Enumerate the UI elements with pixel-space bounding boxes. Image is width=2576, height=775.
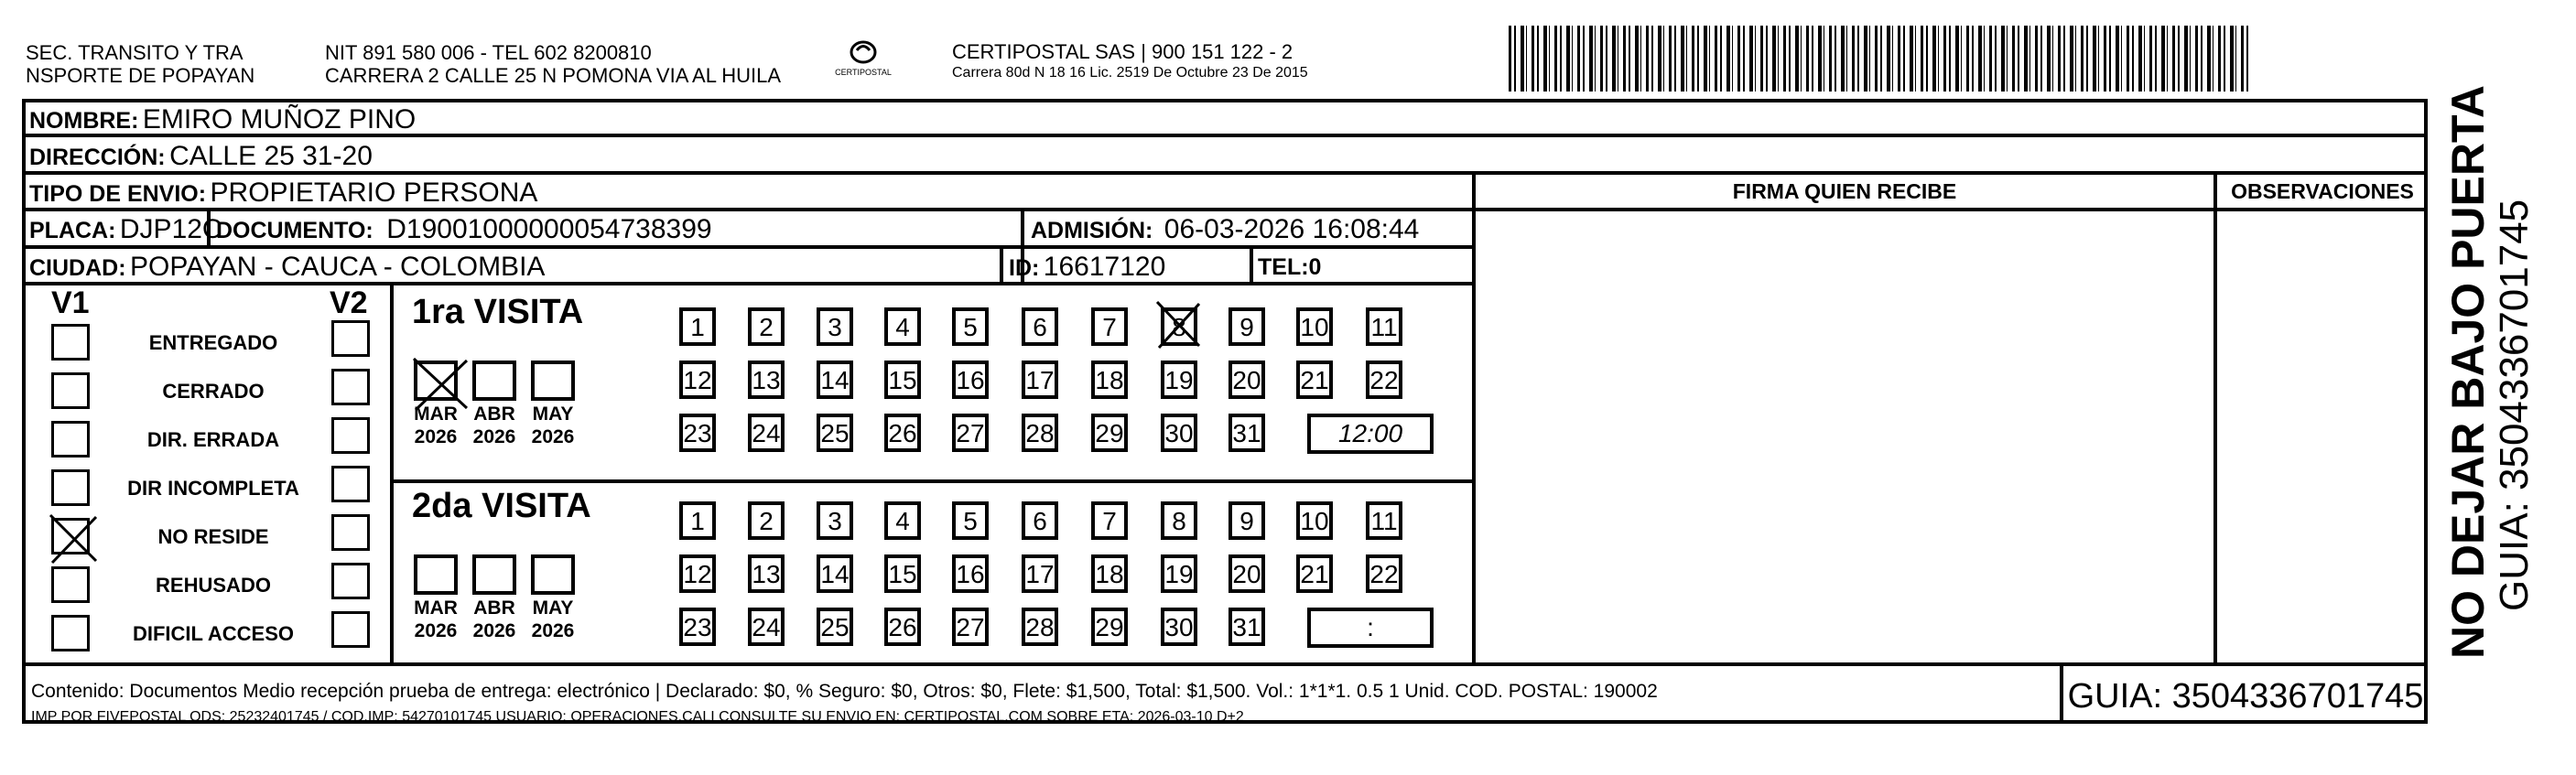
status-option-label: CERRADO <box>162 380 265 403</box>
status-option-label: ENTREGADO <box>148 331 278 354</box>
day-box[interactable]: 11 <box>1366 501 1402 540</box>
day-box[interactable]: 2 <box>748 501 785 540</box>
day-box[interactable]: 29 <box>1091 608 1128 646</box>
v1-checkbox-dir-incompleta[interactable] <box>51 469 90 506</box>
day-box[interactable]: 2 <box>748 307 785 346</box>
ship-type-label: TIPO DE ENVIO: <box>29 181 207 207</box>
id-label: ID: <box>1009 255 1040 281</box>
signature-area[interactable] <box>1476 211 2213 662</box>
day-box[interactable]: 18 <box>1091 554 1128 593</box>
month-label <box>524 597 582 642</box>
v2-checkbox-no-reside[interactable] <box>331 514 370 551</box>
day-box[interactable]: 21 <box>1296 554 1333 593</box>
plate-field <box>29 214 222 245</box>
v2-checkbox-rehusado[interactable] <box>331 563 370 599</box>
v1-checkbox-rehusado[interactable] <box>51 566 90 603</box>
day-box[interactable]: 15 <box>884 361 921 399</box>
day-box[interactable]: 3 <box>817 307 853 346</box>
day-box[interactable]: 27 <box>952 414 989 452</box>
month-name: MAR <box>414 597 458 619</box>
checked-x-mark <box>1155 300 1203 350</box>
day-box[interactable]: 9 <box>1228 307 1265 346</box>
day-box[interactable]: 14 <box>817 361 853 399</box>
tel-label: TEL: <box>1258 254 1309 280</box>
time-field[interactable]: : <box>1307 608 1434 648</box>
v1-checkbox-no-reside[interactable] <box>51 518 90 554</box>
day-box[interactable]: 24 <box>748 608 785 646</box>
day-box[interactable]: 3 <box>817 501 853 540</box>
observations-area[interactable] <box>2217 211 2428 662</box>
name-value: EMIRO MUÑOZ PINO <box>142 104 417 135</box>
footer-guide: GUIA: 3504336701745 <box>2067 677 2424 716</box>
day-box[interactable]: 4 <box>884 501 921 540</box>
day-box[interactable]: 10 <box>1296 307 1333 346</box>
address-label: DIRECCIÓN: <box>29 145 166 170</box>
month-checkbox-abr[interactable] <box>472 361 516 401</box>
day-box[interactable]: 23 <box>679 608 716 646</box>
id-value: 16617120 <box>1043 252 1166 282</box>
month-year: 2026 <box>472 426 516 447</box>
day-box[interactable]: 7 <box>1091 307 1128 346</box>
month-year: 2026 <box>472 620 516 641</box>
certipostal-logo <box>835 38 892 79</box>
day-box[interactable]: 15 <box>884 554 921 593</box>
day-box[interactable]: 5 <box>952 501 989 540</box>
sender-nit: NIT 891 580 006 - TEL 602 8200810 <box>325 41 652 64</box>
v2-checkbox-dir-incompleta[interactable] <box>331 466 370 502</box>
sender-name-line1: SEC. TRANSITO Y TRA <box>26 41 244 64</box>
day-box[interactable]: 5 <box>952 307 989 346</box>
month-name: ABR <box>473 404 515 425</box>
day-box[interactable]: 21 <box>1296 361 1333 399</box>
day-box[interactable]: 6 <box>1022 307 1058 346</box>
day-box[interactable]: 23 <box>679 414 716 452</box>
day-box[interactable]: 16 <box>952 554 989 593</box>
admission-label: ADMISIÓN: <box>1031 218 1153 243</box>
v1-checkbox-dir-errada[interactable] <box>51 421 90 457</box>
no-slip-under-door-warning: NO DEJAR BAJO PUERTA <box>2442 85 2494 659</box>
day-box[interactable]: 8 <box>1161 501 1197 540</box>
v2-checkbox-dir-errada[interactable] <box>331 417 370 454</box>
day-box[interactable]: 6 <box>1022 501 1058 540</box>
day-box[interactable]: 11 <box>1366 307 1402 346</box>
day-box[interactable]: 24 <box>748 414 785 452</box>
address-value: CALLE 25 31-20 <box>169 141 373 171</box>
admission-field <box>1031 214 1419 245</box>
status-option-label: DIFICIL ACCESO <box>132 622 294 645</box>
v2-checkbox-dificil-acceso[interactable] <box>331 611 370 648</box>
status-option-label: DIR INCOMPLETA <box>127 477 299 500</box>
day-box[interactable]: 20 <box>1228 554 1265 593</box>
month-checkbox-may[interactable] <box>531 361 575 401</box>
status-option-label: DIR. ERRADA <box>146 428 280 451</box>
day-box[interactable]: 7 <box>1091 501 1128 540</box>
observations-header: OBSERVACIONES <box>2231 179 2414 203</box>
month-checkbox-mar[interactable] <box>414 554 458 595</box>
day-box[interactable]: 12 <box>679 361 716 399</box>
month-label <box>406 403 465 448</box>
v1-checkbox-dificil-acceso[interactable] <box>51 615 90 651</box>
month-name: MAY <box>532 597 574 619</box>
city-label: CIUDAD: <box>29 255 126 281</box>
month-checkbox-mar[interactable] <box>414 361 458 401</box>
month-name: MAY <box>532 404 574 425</box>
day-box[interactable]: 13 <box>748 361 785 399</box>
barcode <box>1509 26 2252 91</box>
day-box[interactable]: 1 <box>679 501 716 540</box>
checked-x-mark <box>49 513 100 565</box>
company-name: CERTIPOSTAL SAS | 900 151 122 - 2 <box>952 40 1293 63</box>
month-label <box>465 403 524 448</box>
address-field <box>29 141 373 172</box>
status-option-label: NO RESIDE <box>157 525 269 548</box>
day-box[interactable]: 16 <box>952 361 989 399</box>
day-box[interactable]: 30 <box>1161 414 1197 452</box>
day-box[interactable]: 19 <box>1161 554 1197 593</box>
city-field <box>29 252 545 283</box>
content-line: Contenido: Documentos Medio recepción prueba de entrega: electrónico | Declarado: $0, % Seguro: $0, Otros: $0, Flete: $1,500, Total: $1,500. Vol.: 1*1*1. 0.5 1 Unid. COD. POSTAL: 190002 <box>31 681 1658 702</box>
day-box[interactable]: 31 <box>1228 608 1265 646</box>
day-box[interactable]: 28 <box>1022 414 1058 452</box>
day-box[interactable]: 29 <box>1091 414 1128 452</box>
side-guide: GUIA: 3504336701745 <box>2492 199 2537 611</box>
v1-checkbox-cerrado[interactable] <box>51 372 90 409</box>
day-box[interactable]: 26 <box>884 608 921 646</box>
v1-header: V1 <box>51 285 90 320</box>
status-option-label: REHUSADO <box>156 574 271 597</box>
v2-checkbox-entregado[interactable] <box>331 320 370 357</box>
day-box[interactable]: 22 <box>1366 361 1402 399</box>
day-box[interactable]: 27 <box>952 608 989 646</box>
day-box[interactable]: 19 <box>1161 361 1197 399</box>
day-box[interactable]: 20 <box>1228 361 1265 399</box>
day-box[interactable]: 12 <box>679 554 716 593</box>
month-name: MAR <box>414 404 458 425</box>
signature-header: FIRMA QUIEN RECIBE <box>1732 179 1957 203</box>
day-box[interactable]: 25 <box>817 608 853 646</box>
day-box[interactable]: 14 <box>817 554 853 593</box>
name-field <box>29 104 416 135</box>
month-year: 2026 <box>414 426 458 447</box>
day-box[interactable]: 30 <box>1161 608 1197 646</box>
sender-name-line2: NSPORTE DE POPAYAN <box>26 64 255 87</box>
tel-value: 0 <box>1308 254 1322 280</box>
v2-header: V2 <box>330 285 368 320</box>
day-box[interactable]: 1 <box>679 307 716 346</box>
id-field <box>1009 252 1165 283</box>
imp-line: IMP POR FIVEPOSTAL ODS: 25232401745 / COD.IMP: 54270101745 USUARIO: OPERACIONES.CALI CONSULTE SU ENVIO EN: CERTIPOSTAL.COM SOBRE ETA: 2026-03-10 D+2 <box>31 709 1244 725</box>
name-label: NOMBRE: <box>29 108 139 134</box>
month-label <box>524 403 582 448</box>
tel-field <box>1258 254 1321 281</box>
day-box[interactable]: 9 <box>1228 501 1265 540</box>
v2-checkbox-cerrado[interactable] <box>331 369 370 405</box>
sender-address: CARRERA 2 CALLE 25 N POMONA VIA AL HUILA <box>325 64 782 87</box>
month-label <box>465 597 524 642</box>
month-year: 2026 <box>414 620 458 641</box>
month-checkbox-may[interactable] <box>531 554 575 595</box>
plate-label: PLACA: <box>29 218 116 243</box>
day-box[interactable]: 25 <box>817 414 853 452</box>
visit-title: 1ra VISITA <box>412 293 584 331</box>
plate-value: DJP12C <box>119 214 222 244</box>
day-box[interactable]: 17 <box>1022 361 1058 399</box>
day-box[interactable]: 26 <box>884 414 921 452</box>
city-value: POPAYAN - CAUCA - COLOMBIA <box>130 252 546 282</box>
day-box[interactable]: 17 <box>1022 554 1058 593</box>
day-box[interactable]: 31 <box>1228 414 1265 452</box>
day-box[interactable]: 8 <box>1161 307 1197 346</box>
company-license: Carrera 80d N 18 16 Lic. 2519 De Octubre 23 De 2015 <box>952 65 1308 81</box>
day-box[interactable]: 10 <box>1296 501 1333 540</box>
month-checkbox-abr[interactable] <box>472 554 516 595</box>
day-box[interactable]: 22 <box>1366 554 1402 593</box>
time-field[interactable]: 12:00 <box>1307 414 1434 454</box>
month-name: ABR <box>473 597 515 619</box>
day-box[interactable]: 13 <box>748 554 785 593</box>
month-year: 2026 <box>531 620 575 641</box>
document-label: DOCUMENTO: <box>216 218 373 243</box>
day-box[interactable]: 28 <box>1022 608 1058 646</box>
document-value: D19001000000054738399 <box>386 214 712 244</box>
admission-value: 06-03-2026 16:08:44 <box>1164 214 1420 244</box>
day-box[interactable]: 4 <box>884 307 921 346</box>
visit-title: 2da VISITA <box>412 487 591 525</box>
month-year: 2026 <box>531 426 575 447</box>
document-field <box>216 214 712 245</box>
svg-text:CERTIPOSTAL: CERTIPOSTAL <box>835 68 892 77</box>
ship-type-field <box>29 178 537 209</box>
month-label <box>406 597 465 642</box>
ship-type-value: PROPIETARIO PERSONA <box>210 178 538 208</box>
day-box[interactable]: 18 <box>1091 361 1128 399</box>
v1-checkbox-entregado[interactable] <box>51 324 90 361</box>
